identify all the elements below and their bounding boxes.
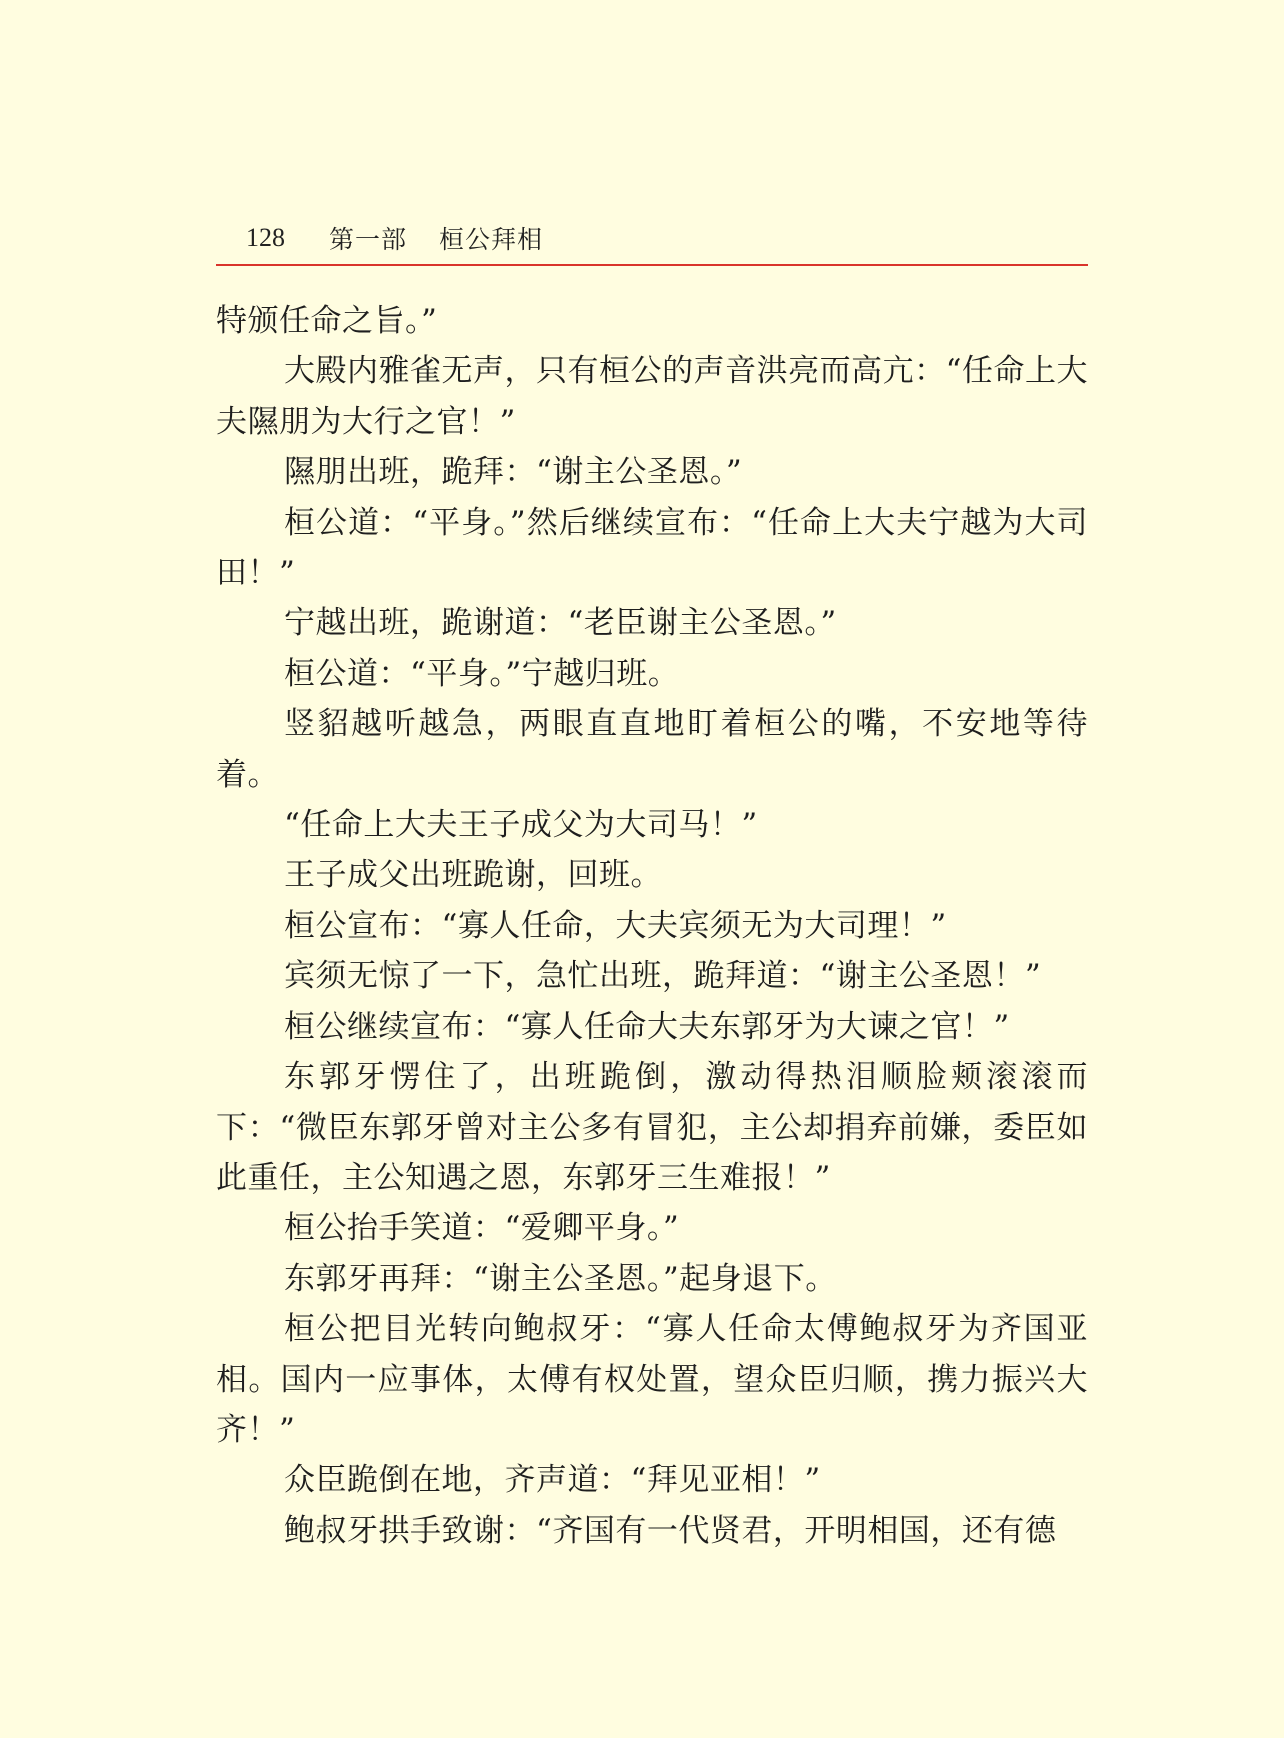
chapter-title: 桓公拜相 <box>439 225 544 254</box>
page-number: 128 <box>246 223 285 252</box>
paragraph: 宁越出班，跪谢道：“老臣谢主公圣恩。” <box>284 605 837 642</box>
paragraph: 东郭牙再拜：“谢主公圣恩。”起身退下。 <box>284 1260 837 1297</box>
paragraph: 桓公宣布：“寡人任命，大夫宾须无为大司理！” <box>284 907 947 944</box>
paragraph: 大殿内雅雀无声，只有桓公的声音洪亮而高亢：“任命上大夫隰朋为大行之官！” <box>216 353 1088 440</box>
paragraph: 桓公道：“平身。”宁越归班。 <box>284 655 680 692</box>
running-head <box>246 218 543 258</box>
paragraph: 桓公抬手笑道：“爱卿平身。” <box>284 1210 680 1247</box>
paragraph: 特颁任命之旨。” <box>216 303 438 339</box>
paragraph: 竖貂越听越急，两眼直直地盯着桓公的嘴，不安地等待着。 <box>216 706 1088 793</box>
paragraph: 桓公继续宣布：“寡人任命大夫东郭牙为大谏之官！” <box>284 1008 1010 1045</box>
part-label: 第一部 <box>329 225 408 254</box>
paragraph: 王子成父出班跪谢，回班。 <box>284 857 662 894</box>
header-rule <box>216 264 1088 266</box>
paragraph: 隰朋出班，跪拜：“谢主公圣恩。” <box>284 454 743 491</box>
paragraph: 众臣跪倒在地，齐声道：“拜见亚相！” <box>284 1462 821 1499</box>
paragraph: “任命上大夫王子成父为大司马！” <box>284 807 758 844</box>
paragraph: 桓公道：“平身。”然后继续宣布：“任命上大夫宁越为大司田！” <box>216 504 1088 592</box>
body-text <box>216 296 1088 1556</box>
paragraph: 宾须无惊了一下，急忙出班，跪拜道：“谢主公圣恩！” <box>284 958 1042 995</box>
paragraph: 东郭牙愣住了，出班跪倒，激动得热泪顺脸颊滚滚而下：“微臣东郭牙曾对主公多有冒犯，主公却捐弃前嫌，委臣如此重任，主公知遇之恩，东郭牙三生难报！” <box>216 1059 1088 1196</box>
paragraph: 桓公把目光转向鲍叔牙：“寡人任命太傅鲍叔牙为齐国亚相。国内一应事体，太傅有权处置，望众臣归顺，携力振兴大齐！” <box>216 1311 1088 1448</box>
paragraph: 鲍叔牙拱手致谢：“齐国有一代贤君，开明相国，还有德 <box>284 1512 1057 1549</box>
